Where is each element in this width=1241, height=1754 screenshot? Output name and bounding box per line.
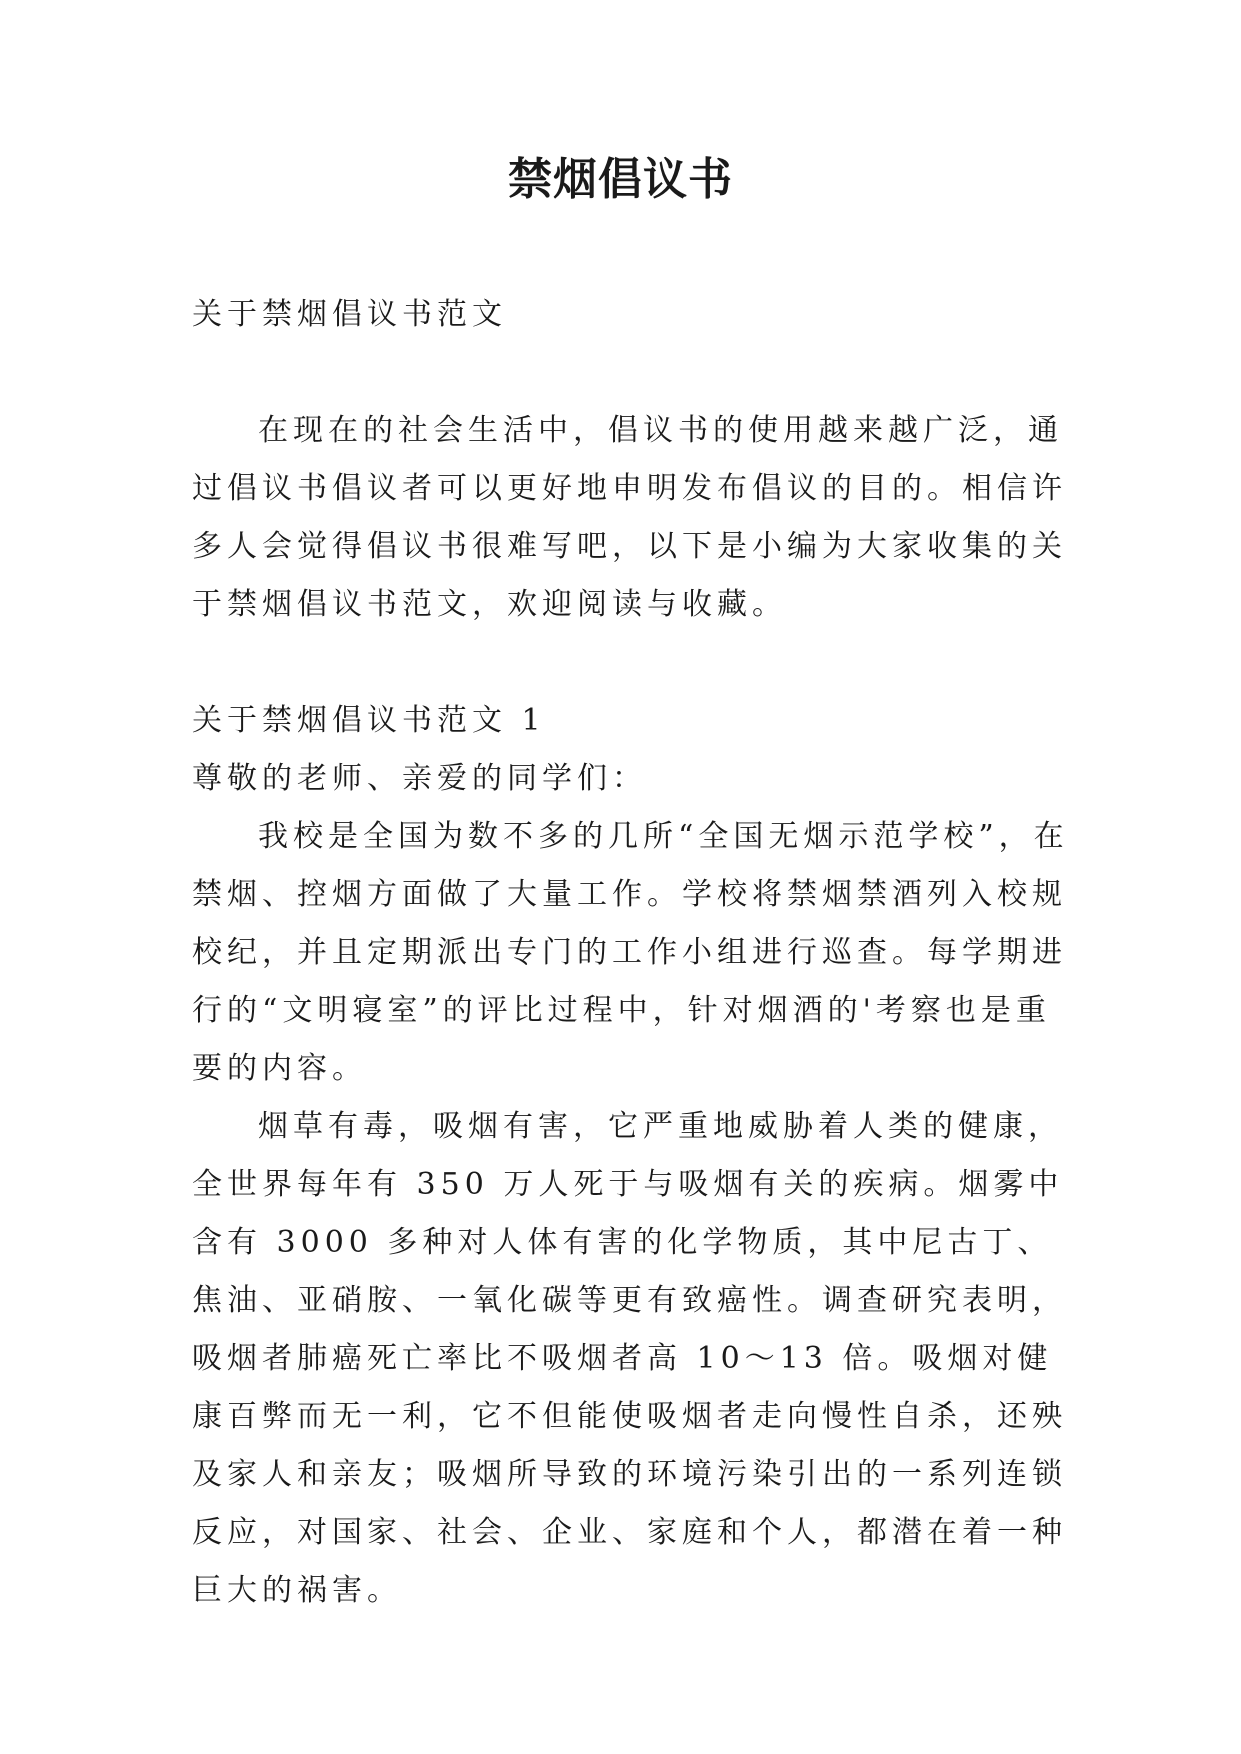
page-title: 禁烟倡议书	[508, 154, 733, 205]
body-paragraph-2: 烟草有毒，吸烟有害，它严重地威胁着人类的健康，全世界每年有 350 万人死于与吸烟有关的疾病。烟雾中含有 3000 多种对人体有害的化学物质，其中尼古丁、焦油、亚硝胺、一氧化碳等更有致癌性。调查研究表明，吸烟者肺癌死亡率比不吸烟者高 10～13 倍。吸烟对健康百弊而无一利，它不但能使吸烟者走向慢性自杀，还殃及家人和亲友；吸烟所导致的环境污染引出的一系列连锁反应，对国家、社会、企业、家庭和个人，都潜在着一种巨大的祸害。	[192, 1109, 1067, 1608]
document-body	[192, 286, 1072, 1620]
intro-paragraph: 在现在的社会生活中，倡议书的使用越来越广泛，通过倡议书倡议者可以更好地申明发布倡议的目的。相信许多人会觉得倡议书很难写吧，以下是小编为大家收集的关于禁烟倡议书范文，欢迎阅读与收藏。	[192, 413, 1067, 622]
body-paragraph-1: 我校是全国为数不多的几所“全国无烟示范学校”，在禁烟、控烟方面做了大量工作。学校将禁烟禁酒列入校规校纪，并且定期派出专门的工作小组进行巡查。每学期进行的“文明寝室”的评比过程中，针对烟酒的'考察也是重要的内容。	[192, 819, 1069, 1086]
section-heading: 关于禁烟倡议书范文 1	[192, 703, 546, 738]
salutation: 尊敬的老师、亲爱的同学们：	[192, 761, 647, 796]
document-subtitle: 关于禁烟倡议书范文	[192, 297, 507, 332]
